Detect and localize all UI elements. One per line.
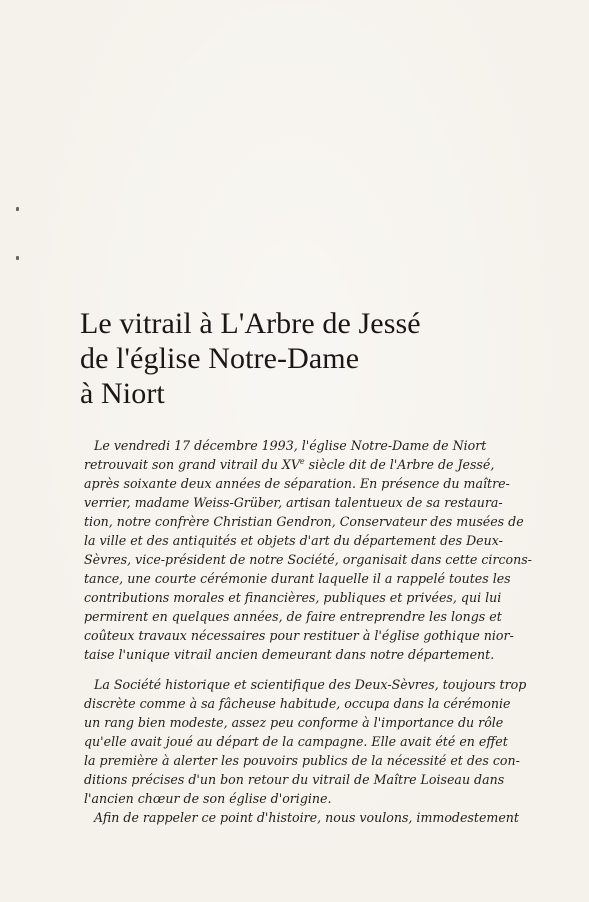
body-text: siècle dit de l'Arbre de Jessé, (304, 457, 495, 472)
body-line: tion, notre confrère Christian Gendron, Conservateur des musées de (84, 514, 524, 529)
paragraph-gap (84, 664, 500, 675)
body-line: Le vendredi 17 décembre 1993, l'église Notre-Dame de Niort (94, 438, 487, 453)
body-line: après soixante deux années de séparation. En présence du maître- (84, 476, 510, 491)
body-line: La Société historique et scientifique des Deux-Sèvres, toujours trop (94, 677, 527, 692)
title-line: de l'église Notre-Dame (80, 342, 360, 375)
body-line (84, 455, 500, 474)
body-line: Afin de rappeler ce point d'histoire, nous voulons, immodestement (94, 810, 519, 825)
body-line: coûteux travaux nécessaires pour restituer à l'église gothique nior- (84, 628, 514, 643)
body-line: verrier, madame Weiss-Grüber, artisan talentueux de sa restaura- (84, 495, 503, 510)
body-line: un rang bien modeste, assez peu conforme à l'importance du rôle (84, 715, 504, 730)
body-line: la ville et des antiquités et objets d'art du département des Deux- (84, 533, 503, 548)
body-line: la première à alerter les pouvoirs publics de la nécessité et des con- (84, 753, 520, 768)
body-line: tance, une courte cérémonie durant laquelle il a rappelé toutes les (84, 571, 511, 586)
article-body (84, 436, 532, 827)
title-line: Le vitrail à L'Arbre de Jessé (80, 307, 421, 340)
body-text: retrouvait son grand vitrail du XV (84, 457, 300, 472)
body-line: taise l'unique vitrail ancien demeurant dans notre département. (84, 647, 495, 662)
body-line: qu'elle avait joué au départ de la campagne. Elle avait été en effet (84, 734, 508, 749)
title-line: à Niort (80, 377, 165, 410)
body-line: Sèvres, vice-président de notre Société, organisait dans cette circons- (84, 552, 532, 567)
article-title (80, 306, 540, 411)
body-line: ditions précises d'un bon retour du vitrail de Maître Loiseau dans (84, 772, 505, 787)
body-line: discrète comme à sa fâcheuse habitude, occupa dans la cérémonie (84, 696, 511, 711)
margin-mark-upper (16, 207, 19, 211)
margin-mark-lower (16, 256, 19, 260)
body-line: contributions morales et financières, publiques et privées, qui lui (84, 590, 502, 605)
body-line: permirent en quelques années, de faire entreprendre les longs et (84, 609, 502, 624)
body-line: l'ancien chœur de son église d'origine. (84, 791, 332, 806)
superscript: e (299, 457, 305, 466)
